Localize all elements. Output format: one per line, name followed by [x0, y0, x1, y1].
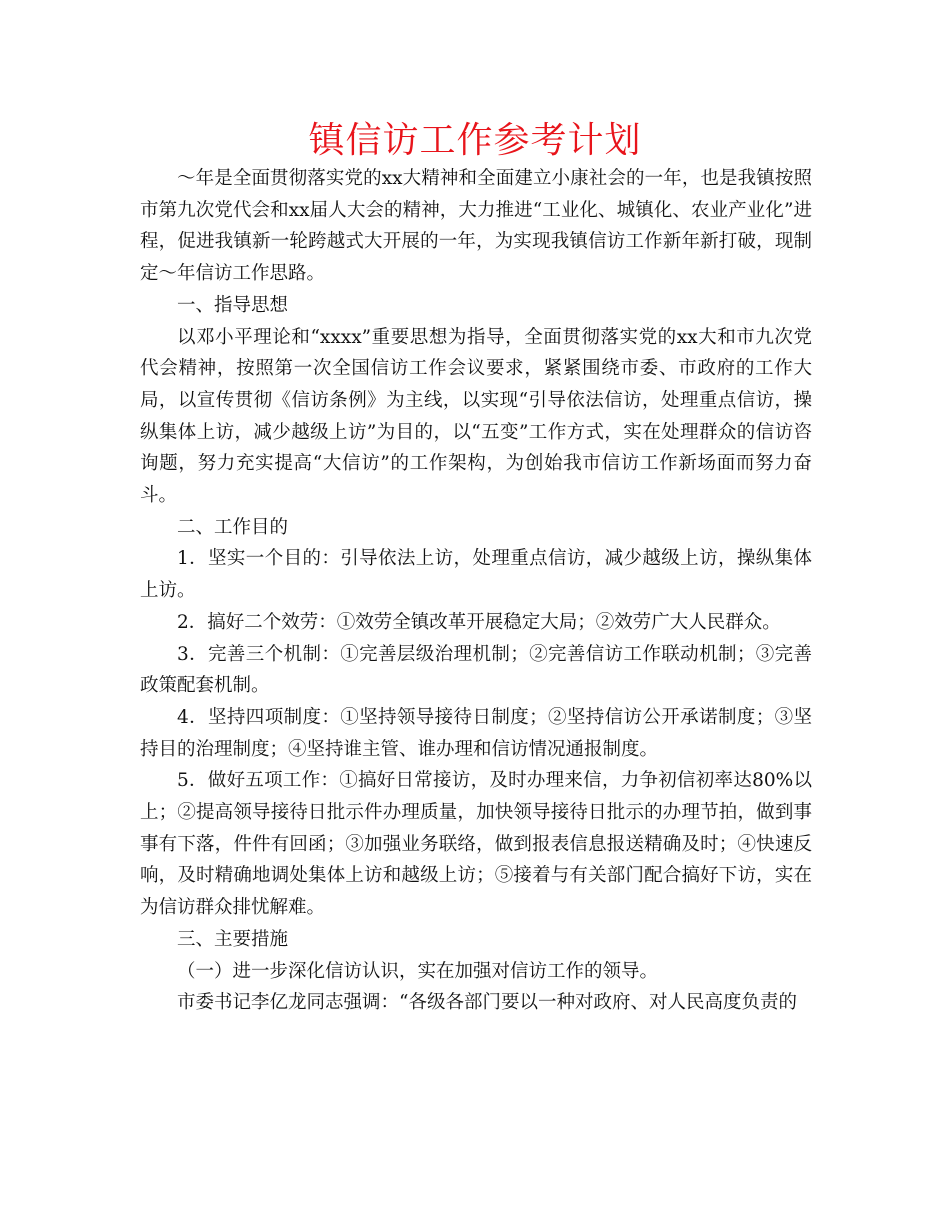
- document-title: 镇信访工作参考计划: [308, 120, 642, 161]
- section-heading-guiding-ideology: 一、指导思想: [177, 294, 289, 316]
- goal-item-3: 3．完善三个机制：①完善层级治理机制；②完善信访工作联动机制；③完善政策配套机制。: [140, 643, 812, 697]
- goal-item-5: 5．做好五项工作：①搞好日常接访，及时办理来信，力争初信初率达80%以上；②提高领导接待日批示件办理质量，加快领导接待日批示的办理节拍，做到事事有下落，件件有回函；③加强业务联络，做到报表信息报送精确及时；④快速反响，及时精确地调处集体上访和越级上访；⑤接着与有关部门配合搞好下访，实在为信访群众排忧解难。: [140, 770, 812, 919]
- goal-item-1: 1．坚实一个目的：引导依法上访，处理重点信访，减少越级上访，操纵集体上访。: [140, 548, 812, 602]
- goal-item-4: 4．坚持四项制度：①坚持领导接待日制度；②坚持信访公开承诺制度；③坚持目的治理制度；④坚持谁主管、谁办理和信访情况通报制度。: [140, 706, 812, 760]
- intro-paragraph: ～年是全面贯彻落实党的xx大精神和全面建立小康社会的一年，也是我镇按照市第九次党代会和xx届人大会的精神，大力推进“工业化、城镇化、农业产业化”进程，促进我镇新一轮跨越式大开展的一年，为实现我镇信访工作新年新打破，现制定～年信访工作思路。: [140, 168, 812, 285]
- measure-paragraph-1: 市委书记李亿龙同志强调：“各级各部门要以一种对政府、对人民高度负责的: [177, 992, 797, 1014]
- guiding-ideology-paragraph: 以邓小平理论和“xxxx”重要思想为指导，全面贯彻落实党的xx大和市九次党代会精神，按照第一次全国信访工作会议要求，紧紧围绕市委、市政府的工作大局，以宣传贯彻《信访条例》为主线，以实现“引导依法信访，处理重点信访，操纵集体上访，减少越级上访”为目的，以“五变”工作方式，实在处理群众的信访咨询题，努力充实提高“大信访”的工作架构，为创始我市信访工作新场面而努力奋斗。: [140, 326, 812, 507]
- section-heading-work-goals: 二、工作目的: [177, 516, 289, 538]
- measure-subheading-1: （一）进一步深化信访认识，实在加强对信访工作的领导。: [177, 960, 659, 982]
- document-body: [140, 163, 812, 1019]
- goal-item-2: 2．搞好二个效劳：①效劳全镇改革开展稳定大局；②效劳广大人民群众。: [177, 611, 781, 633]
- section-heading-main-measures: 三、主要措施: [177, 928, 289, 950]
